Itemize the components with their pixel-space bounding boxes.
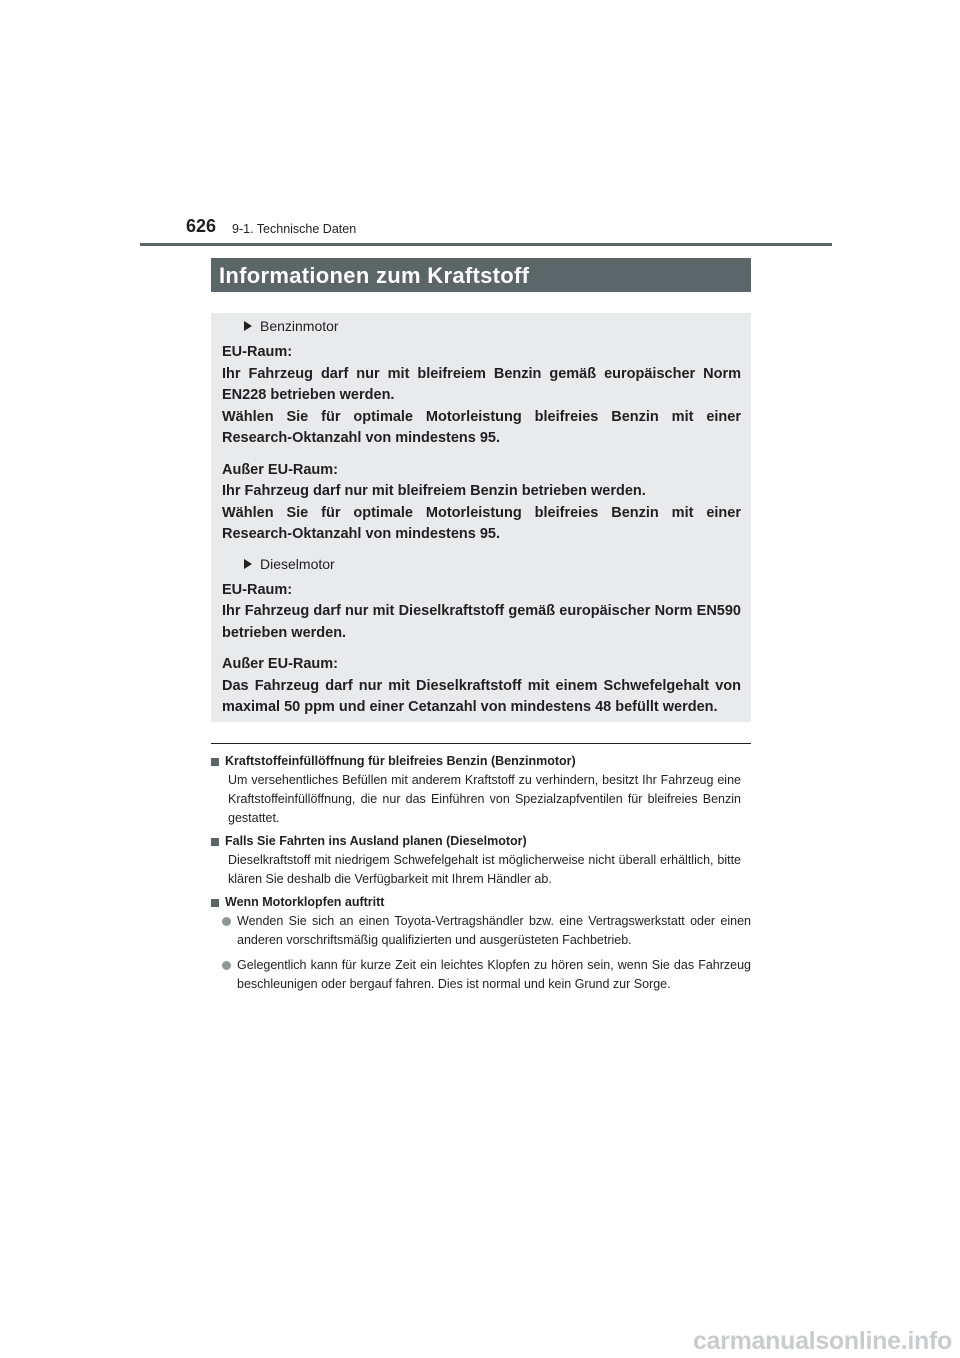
petrol-eu-title: EU-Raum:	[222, 344, 293, 360]
petrol-non-eu-text-1: Ihr Fahrzeug darf nur mit bleifreiem Benzin betrieben werden.	[222, 483, 646, 499]
list-item	[222, 956, 751, 994]
diesel-eu-title: EU-Raum:	[222, 581, 293, 598]
page-number: 626	[186, 216, 217, 236]
petrol-engine-label	[244, 314, 741, 338]
petrol-non-eu-title: Außer EU-Raum:	[222, 461, 339, 478]
diesel-non-eu-text-1: Das Fahrzeug darf nur mit Dieselkraftstoff mit einem Schwefelgehalt von maximal 50 ppm und einer Cetanzahl von mindestens 48 befüllt werden.	[222, 677, 741, 715]
petrol-non-eu-text-2: Wählen Sie für optimale Motorleistung bleifreies Benzin mit einer Research-Oktanzahl von mindestens 95.	[222, 504, 741, 542]
notes-section	[211, 752, 751, 1000]
note-heading	[211, 752, 751, 771]
chapter-title: 9-1. Technische Daten	[232, 222, 357, 236]
section-title: Informationen zum Kraftstoff	[211, 258, 751, 292]
circle-bullet-icon	[222, 917, 231, 926]
note-knocking-heading: Wenn Motorklopfen auftritt	[225, 895, 385, 909]
diesel-non-eu-title: Außer EU-Raum:	[222, 656, 339, 672]
notes-divider	[211, 743, 751, 744]
diesel-non-eu-block	[222, 654, 741, 719]
petrol-non-eu-block	[222, 460, 741, 546]
diesel-eu-block	[222, 580, 741, 645]
petrol-eu-text-2: Wählen Sie für optimale Motorleistung bleifreies Benzin mit einer Research-Oktanzahl von mindestens 95.	[222, 408, 741, 446]
note-abroad-heading: Falls Sie Fahrten ins Ausland planen (Dieselmotor)	[225, 834, 527, 848]
fuel-info-box	[211, 313, 751, 722]
note-abroad-body: Dieselkraftstoff mit niedrigem Schwefelgehalt ist möglicherweise nicht überall erhältlich, bitte klären Sie deshalb die Verfügbarkeit mit Ihrem Händler ab.	[228, 853, 741, 886]
petrol-eu-block	[222, 342, 741, 450]
note-heading	[211, 893, 751, 912]
circle-bullet-icon	[222, 961, 231, 970]
diesel-eu-text-1: Ihr Fahrzeug darf nur mit Dieselkraftstoff gemäß europäischer Norm EN590 betrieben werden.	[222, 603, 741, 641]
note-filler-heading: Kraftstoffeinfüllöffnung für bleifreies Benzin (Benzinmotor)	[225, 754, 576, 768]
list-item	[222, 912, 751, 950]
bullet-text: Gelegentlich kann für kurze Zeit ein leichtes Klopfen zu hören sein, wenn Sie das Fahrzeug beschleunigen oder bergauf fahren. Dies ist normal und kein Grund zur Sorge.	[237, 958, 751, 991]
diesel-engine-label	[244, 552, 741, 576]
square-bullet-icon	[211, 899, 219, 907]
note-filler	[211, 752, 751, 828]
watermark: carmanualsonline.info	[692, 1327, 952, 1355]
petrol-eu-text-1: Ihr Fahrzeug darf nur mit bleifreiem Benzin gemäß europäischer Norm EN228 betrieben werden.	[222, 365, 741, 403]
header-divider	[140, 243, 832, 246]
triangle-right-icon	[244, 559, 252, 569]
diesel-engine-label-text: Dieselmotor	[260, 555, 335, 572]
note-knocking	[211, 893, 751, 994]
note-heading	[211, 832, 751, 851]
note-filler-body: Um versehentliches Befüllen mit anderem Kraftstoff zu verhindern, besitzt Ihr Fahrzeug eine Kraftstoffeinfüllöffnung, die nur das Einführen von Spezialzapfventilen für bleifreies Benzin gestattet.	[228, 773, 741, 825]
square-bullet-icon	[211, 838, 219, 846]
bullet-text: Wenden Sie sich an einen Toyota-Vertragshändler bzw. eine Vertragswerkstatt oder einen anderen vorschriftsmäßig qualifizierten und ausgerüsteten Fachbetrieb.	[237, 914, 751, 947]
note-abroad	[211, 832, 751, 889]
petrol-engine-label-text: Benzinmotor	[260, 318, 339, 334]
square-bullet-icon	[211, 758, 219, 766]
triangle-right-icon	[244, 321, 252, 331]
